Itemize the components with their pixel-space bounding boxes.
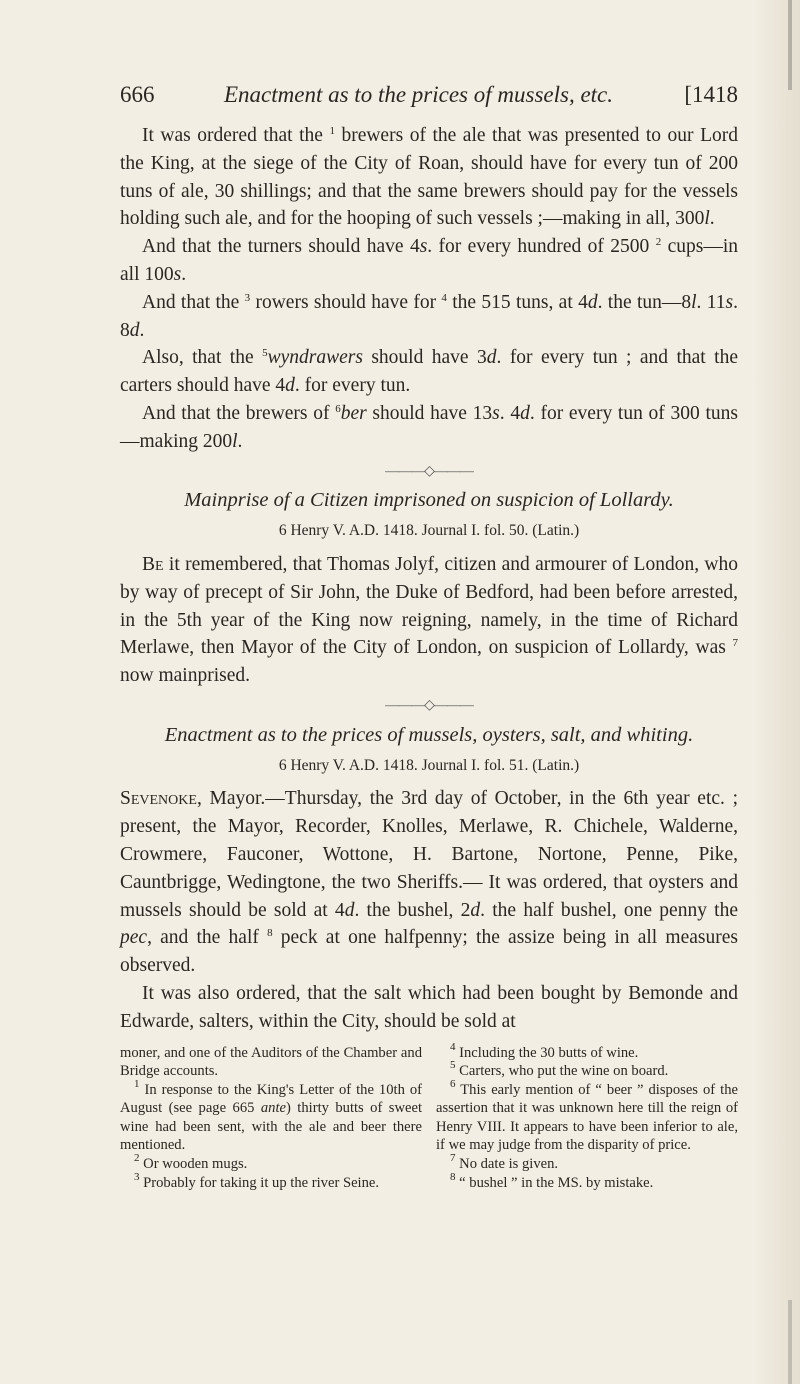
footnote-ref[interactable]: 5 [262, 347, 268, 360]
footnote-ref[interactable]: 7 [732, 637, 738, 650]
footnote-ref[interactable]: 6 [335, 402, 341, 415]
main-text [120, 122, 738, 1036]
section-heading: Mainprise of a Citizen imprisoned on suspicion of Lollardy. [184, 489, 674, 512]
footnote-ref[interactable]: 1 [329, 125, 335, 137]
footnote-ref[interactable]: 4 [441, 291, 447, 304]
paragraph: And that the brewers of $^6$ber should have 13s. 4d. for every tun of 300 tuns—making 200l. [120, 402, 738, 452]
section-citation: 6 Henry V. A.D. 1418. Journal I. fol. 51. (Latin.) [278, 756, 580, 774]
section-separator: ———◇——— [385, 697, 473, 713]
footnote: $^6$ This early mention of “ beer ” disposes of the assertion that it was unknown here till the reign of Henry VIII. It appears to have been inferior to ale, if we may judge from the disparity of price. [436, 1077, 738, 1154]
footnote: $^3$ Probably for taking it up the river Seine. [134, 1170, 380, 1191]
footnote: $^1$ In response to the King's Letter of the 10th of August (see page 665 ante) thirty butts of sweet wine had been sent, with the ale and beer there mentioned. [120, 1077, 422, 1154]
paragraph: And that the $^3$ rowers should have for $^4$ the 515 tuns, at 4d. the tun—8l. 11s. 8d. [120, 291, 738, 341]
paragraph: Be it remembered, that Thomas Jolyf, citizen and armourer of London, who by way of precept of Sir John, the Duke of Bedford, had been before arrested, in the 5th year of the King now reigning, namely, in the time of Richard Merlawe, then Mayor of the City of London, on suspicion of Lollardy, was $^7$ now mainprised. [120, 553, 738, 687]
footnote: $^8$ “ bushel ” in the MS. by mistake. [450, 1170, 654, 1191]
footnote-ref[interactable]: 2 [655, 236, 662, 249]
paragraph: And that the turners should have 4s. for every hundred of 2500 $^2$ cups—in all 100s. [120, 236, 738, 285]
page-number: 666 [120, 82, 155, 107]
section-separator: ———◇——— [385, 463, 473, 479]
footnote: $^5$ Carters, who put the wine on board. [450, 1059, 669, 1080]
running-header [120, 82, 738, 122]
page-edge-mark-top [788, 0, 792, 90]
footnote-ref[interactable]: 3 [244, 291, 251, 304]
footnotes-right [436, 1040, 738, 1193]
footnotes [120, 1040, 738, 1193]
book-page [120, 82, 738, 1192]
paragraph: It was ordered that the $^1$ brewers of the ale that was presented to our Lord the King, at the siege of the City of Roan, should have for every tun of 200 tuns of ale, 30 shillings; and that the same brewers should pay for the vessels holding such ale, and for the hooping of such vessels ;—making in all, 300l. [120, 125, 738, 230]
year-marker: [1418 [684, 82, 738, 107]
footnote: moner, and one of the Auditors of the Chamber and Bridge accounts. [120, 1044, 422, 1080]
footnote-ref[interactable]: 8 [267, 927, 273, 940]
running-title: Enactment as to the prices of mussels, etc. [224, 82, 614, 107]
footnote: $^4$ Including the 30 butts of wine. [450, 1040, 639, 1061]
footnote: $^2$ Or wooden mugs. [134, 1152, 248, 1173]
section-heading: Enactment as to the prices of mussels, oysters, salt, and whiting. [164, 723, 694, 746]
paragraph: Also, that the $^5$wyndrawers should have 3d. for every tun ; and that the carters should have 4d. for every tun. [120, 347, 738, 397]
section-citation: 6 Henry V. A.D. 1418. Journal I. fol. 50. (Latin.) [278, 522, 580, 540]
page-edge-shadow [752, 0, 800, 1384]
paragraph: It was also ordered, that the salt which had been bought by Bemonde and Edwarde, salters, within the City, should be sold at [120, 982, 738, 1032]
page-edge-mark-bottom [788, 1300, 792, 1384]
paragraph: Sevenoke, Mayor.—Thursday, the 3rd day of October, in the 6th year etc. ; present, the Mayor, Recorder, Knolles, Merlawe, R. Chichele, Walderne, Crowmere, Fauconer, Wottone, H. Bartone, Nortone, Penne, Pike, Cauntbrigge, Wedingtone, the two Sheriffs.— It was ordered, that oysters and mussels should be sold at 4d. the bushel, 2d. the half bushel, one penny the pec, and the half $^8$ peck at one halfpenny; the assize being in all measures observed. [120, 788, 739, 977]
footnotes-left [120, 1044, 422, 1193]
footnote: $^7$ No date is given. [450, 1152, 559, 1173]
